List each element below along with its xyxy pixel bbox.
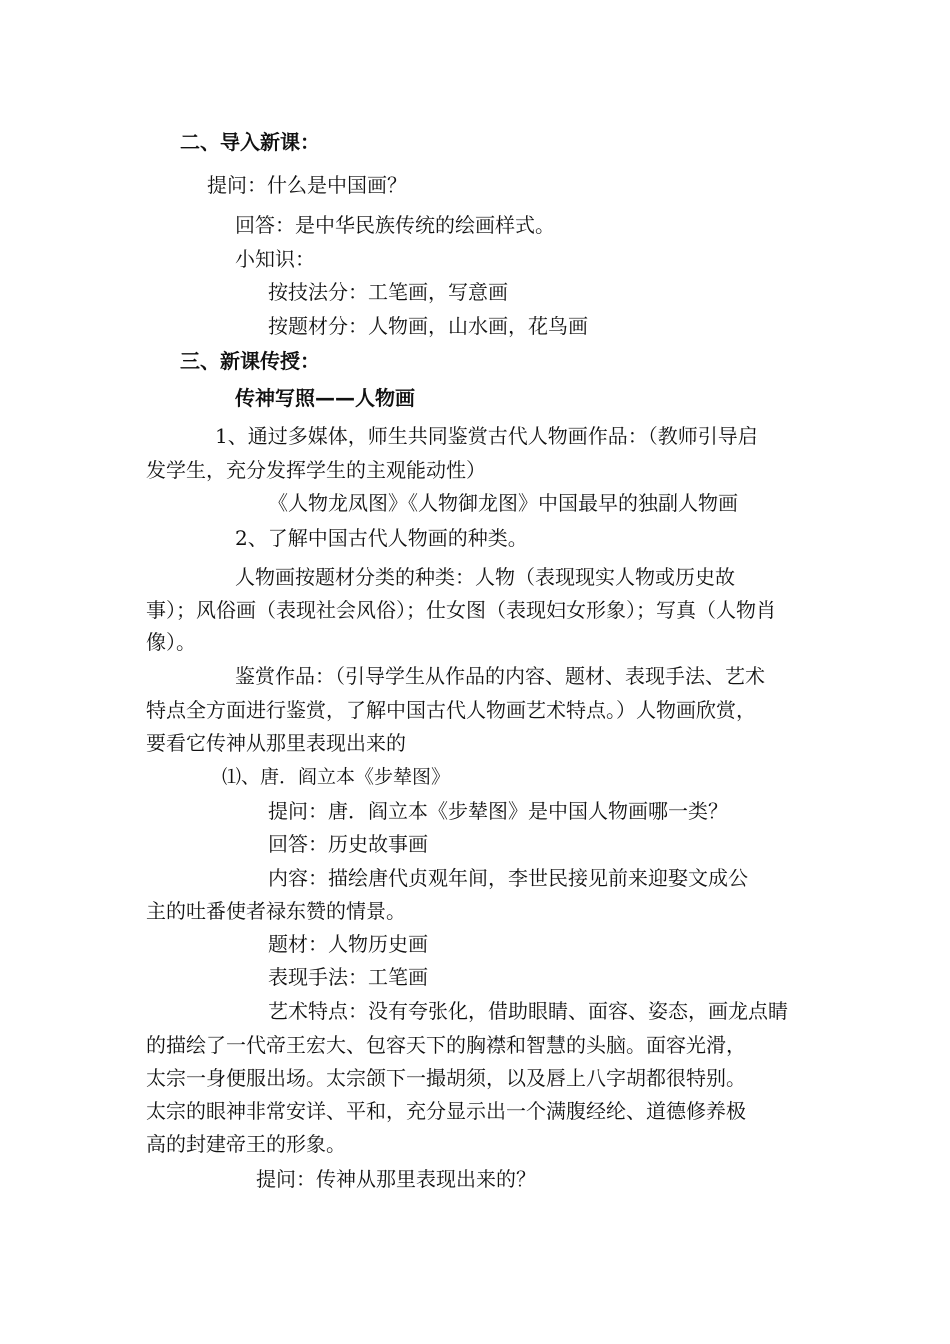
paragraph-line: 事）；风俗画（表现社会风俗）；仕女图（表现妇女形象）；写真（人物肖	[146, 598, 776, 622]
paragraph-line: 人物画按题材分类的种类：人物（表现现实人物或历史故	[235, 565, 735, 589]
item-title: ⑴、唐．阎立本《步辇图》	[222, 766, 451, 788]
paragraph-line: 高的封建帝王的形象。	[146, 1132, 346, 1156]
paragraph-line: 太宗的眼神非常安详、平和，充分显示出一个满腹经纶、道德修养极	[146, 1099, 746, 1123]
paragraph-line: 表现手法：工笔画	[268, 965, 428, 989]
section-heading-new-lesson: 三、新课传授：	[180, 349, 320, 373]
paragraph-line: 太宗一身便服出场。太宗颌下一撮胡须，以及唇上八字胡都很特别。	[146, 1066, 746, 1090]
question-line: 提问：唐．阎立本《步辇图》是中国人物画哪一类？	[268, 799, 728, 823]
paragraph-line: 的描绘了一代帝王宏大、包容天下的胸襟和智慧的头脑。面容光滑，	[146, 1033, 746, 1057]
paragraph-line: 鉴赏作品：（引导学生从作品的内容、题材、表现手法、艺术	[235, 664, 765, 688]
tip-line: 按技法分：工笔画，写意画	[268, 280, 508, 304]
answer-line: 回答：历史故事画	[268, 832, 428, 856]
tip-label: 小知识：	[235, 247, 315, 271]
paragraph-line: 内容：描绘唐代贞观年间，李世民接见前来迎娶文成公	[268, 866, 748, 890]
section-heading-intro: 二、导入新课：	[180, 130, 320, 154]
answer-line: 回答：是中华民族传统的绘画样式。	[235, 213, 555, 237]
paragraph-line: 艺术特点：没有夸张化，借助眼睛、面容、姿态，画龙点睛	[268, 999, 788, 1023]
tip-line: 按题材分：人物画，山水画，花鸟画	[268, 314, 588, 338]
paragraph-line: 像）。	[146, 630, 196, 654]
question-line: 提问：传神从那里表现出来的？	[256, 1167, 536, 1191]
paragraph-line: 1、通过多媒体，师生共同鉴赏古代人物画作品：（教师引导启	[215, 424, 758, 448]
topic-title: 传神写照——人物画	[235, 386, 415, 410]
paragraph-line: 《人物龙凤图》《人物御龙图》中国最早的独副人物画	[268, 491, 738, 515]
paragraph-line: 发学生，充分发挥学生的主观能动性）	[146, 458, 486, 482]
paragraph-line: 特点全方面进行鉴赏，了解中国古代人物画艺术特点。）人物画欣赏，	[146, 698, 756, 722]
paragraph-line: 题材：人物历史画	[268, 932, 428, 956]
paragraph-line: 主的吐番使者禄东赞的情景。	[146, 899, 406, 923]
question-line: 提问：什么是中国画？	[207, 173, 407, 197]
paragraph-line: 要看它传神从那里表现出来的	[146, 731, 406, 755]
paragraph-line: 2、了解中国古代人物画的种类。	[235, 526, 528, 550]
